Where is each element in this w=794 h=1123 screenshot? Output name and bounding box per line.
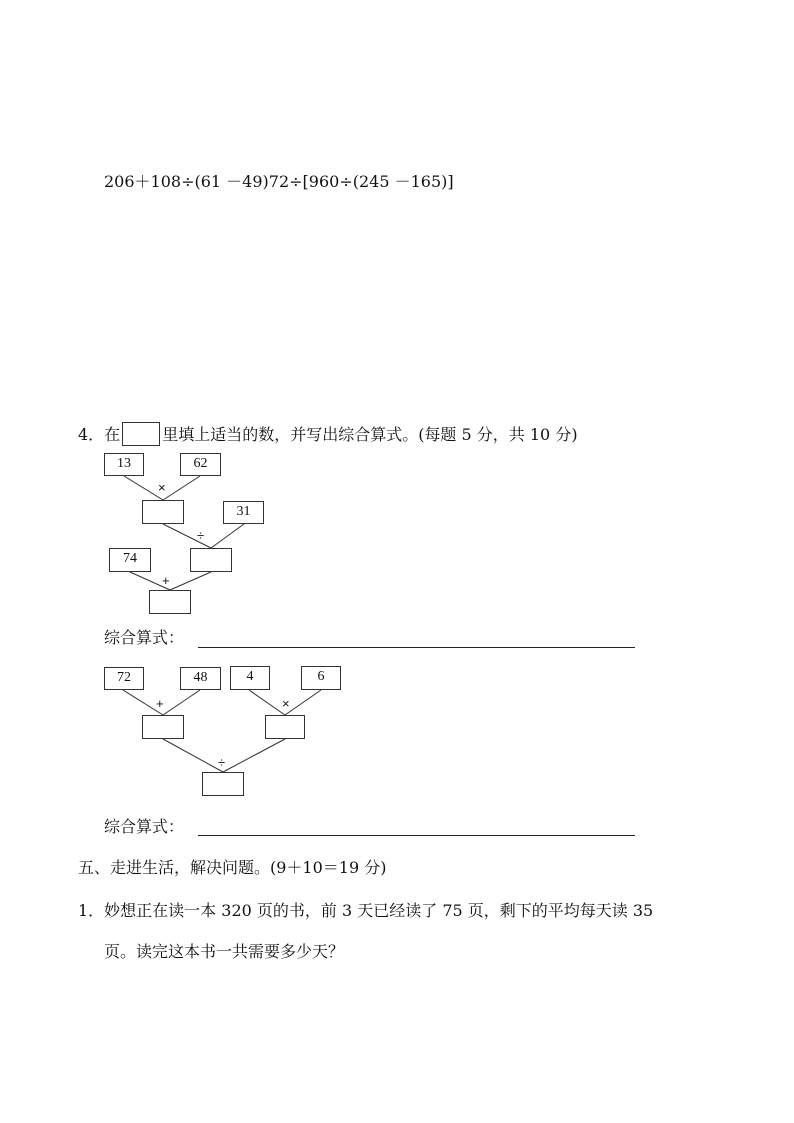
tree2-number-48: 48 [180, 667, 221, 690]
tree1-number-74: 74 [109, 548, 151, 572]
tree2-blank-quotient[interactable] [202, 772, 244, 796]
tree1-operator-multiply: × [158, 480, 166, 495]
question-4-suffix: 里填上适当的数，并写出综合算式。(每题 5 分，共 10 分) [162, 425, 578, 444]
tree2-operator-multiply: × [282, 696, 290, 711]
tree2-operator-plus: + [156, 696, 164, 711]
tree1-operator-plus: + [162, 573, 170, 588]
section-5-title: 五、走进生活，解决问题。(9＋10＝19 分) [78, 858, 387, 877]
tree1-number-13: 13 [104, 453, 144, 476]
formula-answer-line-1[interactable] [198, 647, 635, 648]
formula-label-1: 综合算式： [104, 628, 185, 647]
tree2-number-4: 4 [230, 666, 270, 690]
question-4-prefix: 4．在 [78, 425, 121, 444]
problem-1-line-2: 页。读完这本书一共需要多少天？ [104, 942, 345, 961]
tree1-number-62: 62 [180, 453, 221, 476]
tree2-number-6: 6 [301, 666, 341, 690]
tree2-blank-product[interactable] [265, 715, 305, 739]
formula-label-2: 综合算式： [104, 817, 185, 836]
problem-1-line-1: 1．妙想正在读一本 320 页的书，前 3 天已经读了 75 页，剩下的平均每天读 35 [78, 901, 654, 920]
tree1-number-31: 31 [223, 501, 264, 524]
tree1-blank-quotient[interactable] [190, 548, 232, 572]
tree1-blank-product[interactable] [142, 500, 184, 524]
tree1-blank-sum[interactable] [149, 590, 191, 614]
expression-line: 206＋108÷(61 －49)72÷[960÷(245 －165)] [104, 172, 454, 191]
tree2-blank-sum[interactable] [142, 715, 184, 739]
tree2-operator-divide: ÷ [218, 755, 226, 770]
tree2-number-72: 72 [104, 667, 144, 690]
formula-answer-line-2[interactable] [198, 835, 635, 836]
tree1-operator-divide: ÷ [197, 528, 205, 543]
